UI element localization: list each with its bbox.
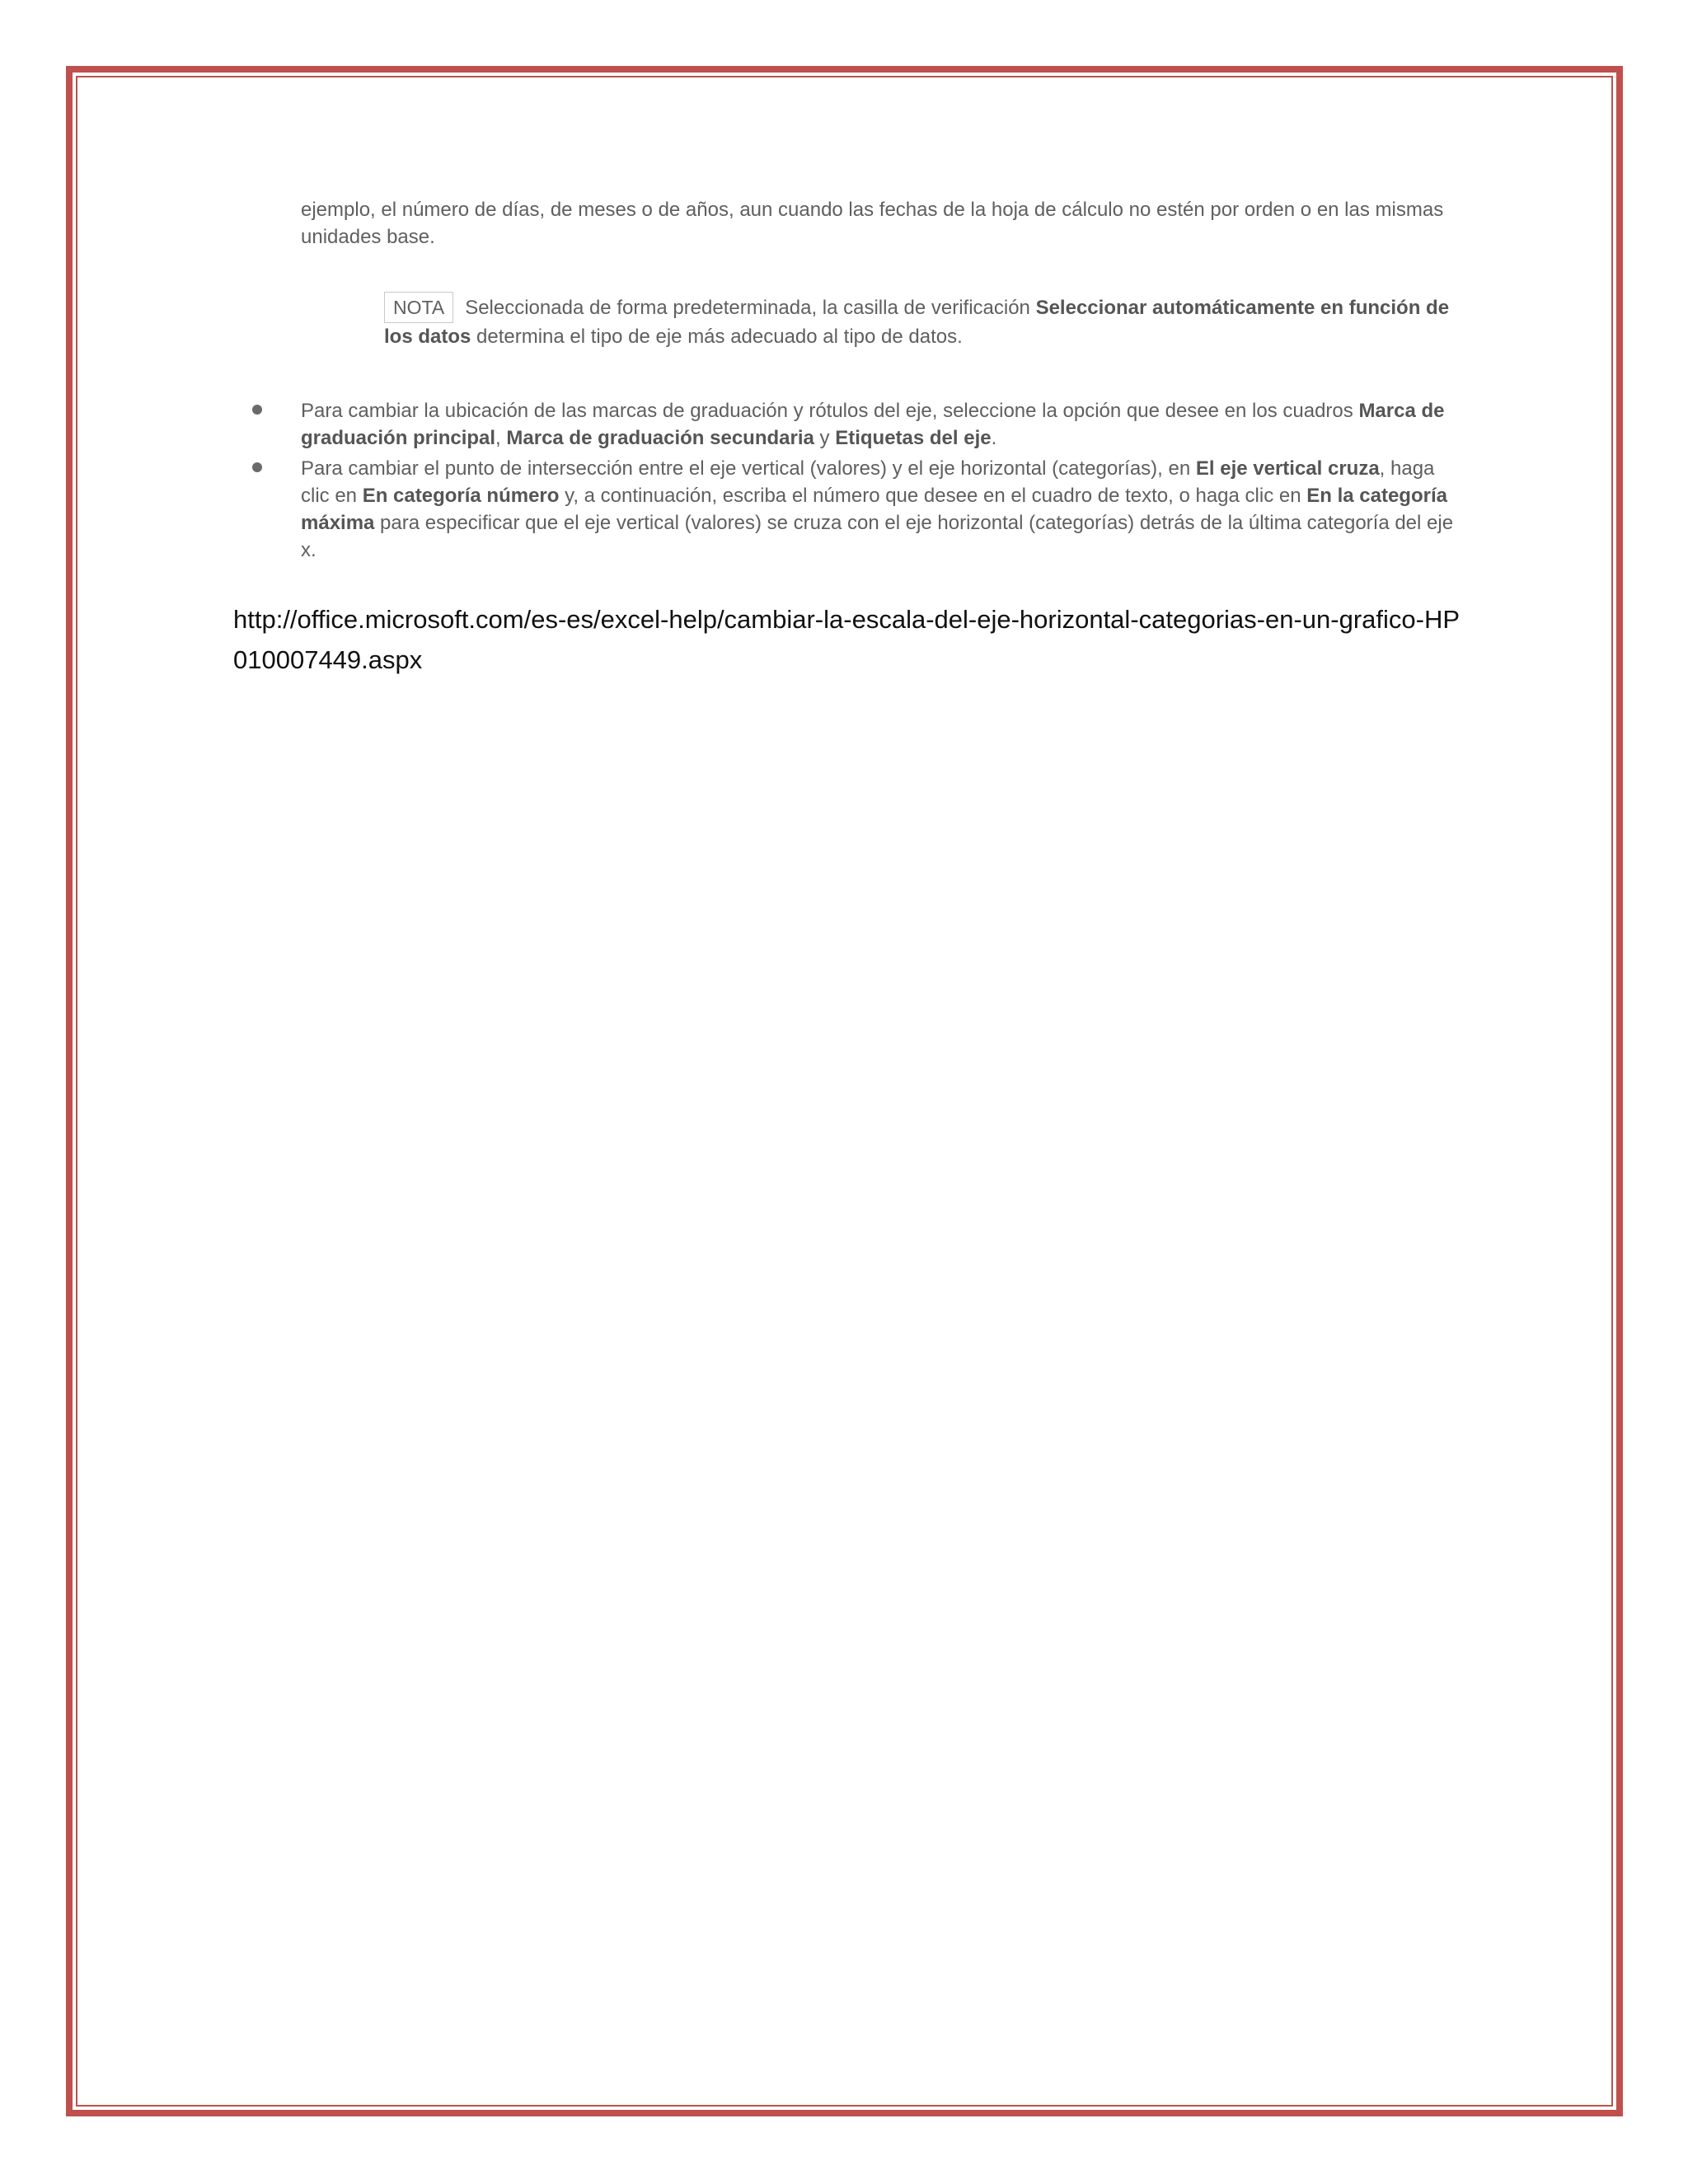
bullet-bold: En la categoría máxima	[301, 485, 1447, 534]
bullet-text: ,	[495, 427, 507, 449]
note-text-1: Seleccionada de forma predeterminada, la casilla de verificación	[465, 297, 1036, 319]
list-item	[247, 455, 1459, 564]
bullet-text: .	[991, 427, 997, 449]
bullet-bold: El eje vertical cruza	[1195, 457, 1380, 480]
note-bold-option: Seleccionar automáticamente en función de los datos	[384, 297, 1450, 348]
note-text-2: determina el tipo de eje más adecuado al tipo de datos.	[471, 326, 963, 348]
bullet-text: Para cambiar la ubicación de las marcas de graduación y rótulos del eje, seleccione la opción que desee en los cuadros	[301, 400, 1359, 422]
note-tag: NOTA	[384, 292, 453, 323]
bullet-bold: Marca de graduación principal	[301, 400, 1445, 449]
bullet-text: para especificar que el eje vertical (valores) se cruza con el eje horizontal (categorías) detrás de la última categoría del eje x.	[301, 512, 1454, 561]
bullet-text: y, a continuación, escriba el número que desee en el cuadro de texto, o haga clic en	[559, 485, 1307, 507]
bullet-text: , haga clic en	[301, 457, 1435, 507]
source-url[interactable]: http://office.microsoft.com/es-es/excel-help/cambiar-la-escala-del-eje-horizontal-categorias-en-un-grafico-HP010007449.aspx	[233, 605, 1461, 674]
note-block	[384, 292, 1456, 350]
bullet-bold: En categoría número	[362, 485, 560, 507]
bullet-text: Para cambiar el punto de intersección entre el eje vertical (valores) y el eje horizontal (categorías), en	[301, 457, 1196, 480]
bullet-list	[247, 397, 1459, 567]
paragraph-continuation: ejemplo, el número de días, de meses o de años, aun cuando las fechas de la hoja de cálculo no estén por orden o en las mismas unidades base.	[301, 199, 1444, 248]
bullet-icon	[252, 462, 262, 472]
list-item	[247, 397, 1459, 452]
bullet-text: y	[814, 427, 836, 449]
bullet-icon	[252, 405, 262, 415]
bullet-bold: Etiquetas del eje	[835, 427, 992, 449]
bullet-bold: Marca de graduación secundaria	[506, 427, 814, 449]
